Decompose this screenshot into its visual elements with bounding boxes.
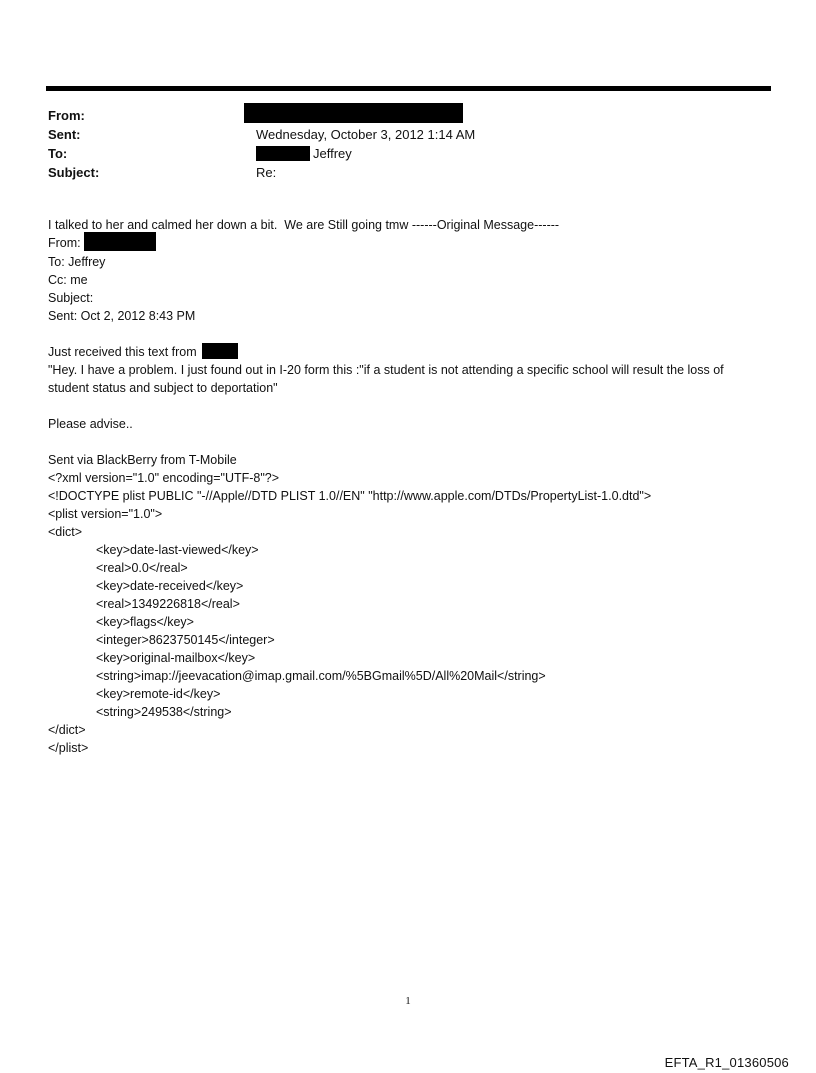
to-value: Jeffrey — [313, 146, 352, 161]
to-row — [48, 144, 748, 163]
reply-line: I talked to her and calmed her down a bit. We are Still going tmw ------Original Message------ — [48, 218, 560, 232]
signature-line: Sent via BlackBerry from T-Mobile — [48, 453, 237, 468]
doctype-line: <!DOCTYPE plist PUBLIC "-//Apple//DTD PLIST 1.0//EN" "http://www.apple.com/DTDs/PropertyList-1.0.dtd"> — [48, 489, 652, 504]
dict-line: <string>imap://jeevacation@imap.gmail.com/%5BGmail%5D/All%20Mail</string> — [96, 669, 546, 684]
sent-label: Sent: — [48, 127, 81, 142]
plist-close: </plist> — [48, 741, 89, 756]
orig-sent-line: Sent: Oct 2, 2012 8:43 PM — [48, 309, 196, 324]
received-redaction — [202, 343, 238, 359]
email-header — [48, 106, 748, 182]
from-label: From: — [48, 108, 85, 123]
orig-to-line: To: Jeffrey — [48, 255, 106, 270]
received-text: Just received this text from — [48, 345, 197, 360]
received-line — [48, 343, 768, 361]
document-id: EFTA_R1_01360506 — [664, 1055, 789, 1070]
advise-line: Please advise.. — [48, 417, 133, 432]
email-body — [48, 216, 768, 757]
to-value-wrap — [256, 144, 352, 163]
sent-value: Wednesday, October 3, 2012 1:14 AM — [256, 127, 476, 142]
to-label: To: — [48, 146, 68, 161]
dict-line: <key>remote-id</key> — [96, 687, 221, 702]
dict-line: <string>249538</string> — [96, 705, 232, 720]
dict-line: <integer>8623750145</integer> — [96, 633, 275, 648]
to-redaction — [256, 146, 310, 161]
spacer — [48, 397, 768, 415]
orig-from-label: From: — [48, 236, 81, 250]
dict-line: <key>date-last-viewed</key> — [96, 543, 259, 558]
from-row — [48, 106, 748, 125]
dict-open: <dict> — [48, 525, 83, 540]
from-redaction — [244, 103, 463, 123]
dict-line: <key>original-mailbox</key> — [96, 651, 256, 666]
page-number: 1 — [405, 995, 411, 1007]
xml-declaration: <?xml version="1.0" encoding="UTF-8"?> — [48, 471, 280, 486]
dict-close: </dict> — [48, 723, 86, 738]
sent-row — [48, 125, 748, 144]
orig-from-redaction — [84, 232, 156, 251]
orig-cc-line: Cc: me — [48, 273, 88, 288]
plist-open: <plist version="1.0"> — [48, 507, 163, 522]
subject-row — [48, 163, 748, 182]
subject-value: Re: — [256, 165, 277, 180]
dict-line: <key>flags</key> — [96, 615, 194, 630]
dict-line: <key>date-received</key> — [96, 579, 244, 594]
dict-line: <real>0.0</real> — [96, 561, 188, 576]
spacer — [48, 325, 768, 343]
quoted-text: "Hey. I have a problem. I just found out in I-20 form this :"if a student is not attending a specific school will result the loss of student status and subject to deportation" — [48, 363, 724, 396]
spacer — [48, 433, 768, 451]
header-divider — [46, 86, 771, 91]
dict-line: <real>1349226818</real> — [96, 597, 240, 612]
orig-subject-line: Subject: — [48, 291, 94, 306]
subject-label: Subject: — [48, 165, 100, 180]
orig-from-line — [48, 234, 768, 253]
